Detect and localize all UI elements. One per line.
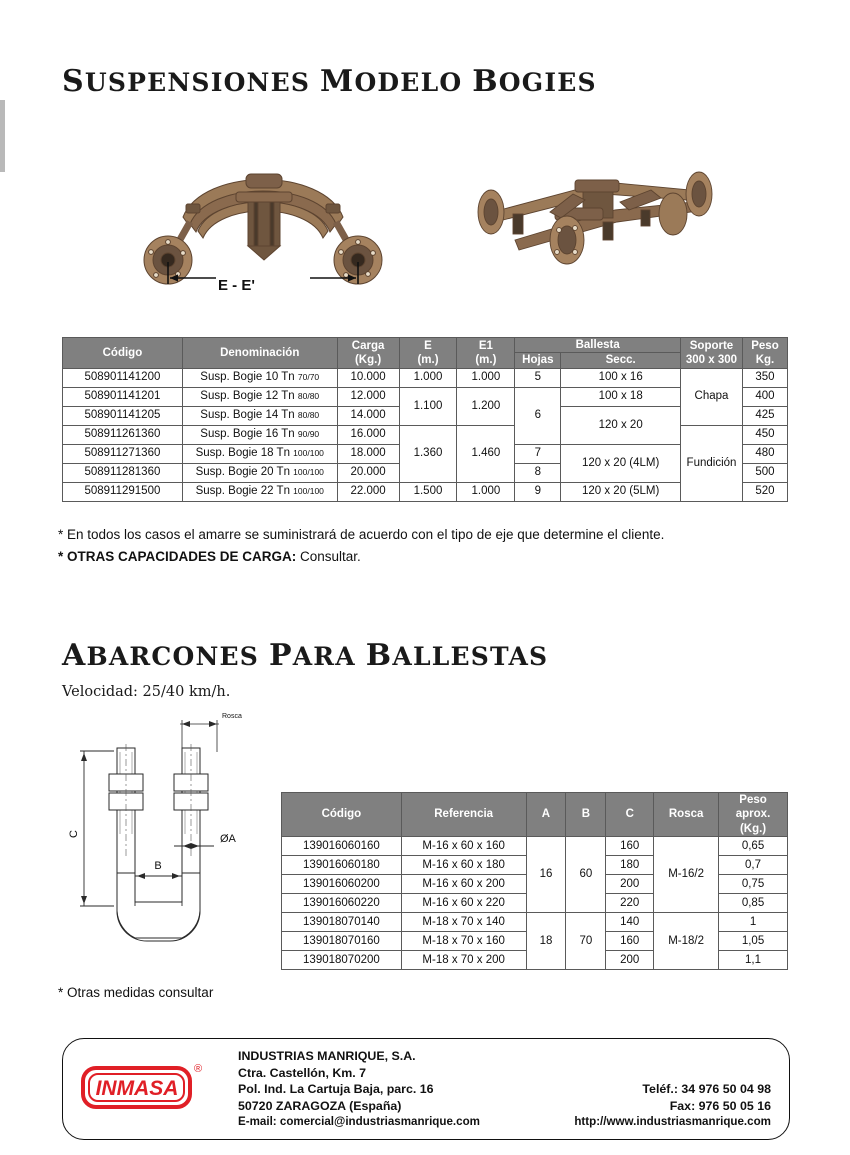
page-edge-bar	[0, 100, 5, 172]
cell-c: 160	[606, 932, 654, 951]
cell-peso: 520	[742, 482, 787, 501]
cell-referencia: M-16 x 60 x 220	[401, 894, 526, 913]
company-address-2: Pol. Ind. La Cartuja Baja, parc. 16	[238, 1082, 434, 1097]
cell-carga: 14.000	[337, 406, 399, 425]
cell-denominacion: Susp. Bogie 22 Tn 100/100	[182, 482, 337, 501]
cell-secc: 100 x 16	[561, 368, 681, 387]
table-row	[282, 837, 788, 856]
company-address-1: Ctra. Castellón, Km. 7	[238, 1065, 367, 1080]
cell-codigo: 508901141205	[63, 406, 183, 425]
cell-referencia: M-16 x 60 x 160	[401, 837, 526, 856]
cell-c: 200	[606, 875, 654, 894]
th-secc: Secc.	[561, 353, 681, 368]
th-hojas: Hojas	[515, 353, 561, 368]
cell-peso: 480	[742, 444, 787, 463]
cell-b: 60	[566, 837, 606, 913]
company-footer	[62, 1038, 790, 1140]
cell-c: 220	[606, 894, 654, 913]
table-row	[63, 368, 788, 387]
table-row	[63, 387, 788, 406]
drawing-label-c: C	[68, 830, 80, 838]
drawing-label-rosca: Rosca	[222, 713, 242, 720]
cell-referencia: M-16 x 60 x 180	[401, 856, 526, 875]
cell-e1: 1.000	[457, 482, 515, 501]
cell-carga: 16.000	[337, 425, 399, 444]
cell-soporte: Chapa	[681, 368, 743, 425]
cell-peso: 0,75	[719, 875, 788, 894]
section-title-bogies: SUSPENSIONES MODELO BOGIES	[62, 64, 597, 99]
note-capacidades	[58, 549, 361, 564]
cell-codigo: 508911261360	[63, 425, 183, 444]
company-contact-block	[574, 1081, 771, 1131]
table2-header-row	[282, 793, 788, 837]
th-peso: Peso Kg.	[742, 338, 787, 369]
company-fax: Fax: 976 50 05 16	[669, 1098, 771, 1113]
cell-e1: 1.000	[457, 368, 515, 387]
cell-c: 140	[606, 913, 654, 932]
cell-e: 1.100	[399, 387, 457, 425]
abarcones-spec-table	[281, 792, 788, 970]
company-address-3: 50720 ZARAGOZA (España)	[238, 1098, 402, 1113]
cell-c: 160	[606, 837, 654, 856]
cell-codigo: 139018070160	[282, 932, 402, 951]
cell-codigo: 508901141200	[63, 368, 183, 387]
company-website[interactable]: http://www.industriasmanrique.com	[574, 1115, 771, 1129]
table-row	[282, 913, 788, 932]
cell-peso: 425	[742, 406, 787, 425]
drawing-label-diameter: ØA	[220, 833, 236, 845]
cell-codigo: 139018070200	[282, 951, 402, 970]
th2-c: C	[606, 793, 654, 837]
cell-carga: 20.000	[337, 463, 399, 482]
cell-peso: 1,05	[719, 932, 788, 951]
cell-e1: 1.460	[457, 425, 515, 482]
cell-e1: 1.200	[457, 387, 515, 425]
cell-secc: 120 x 20 (4LM)	[561, 444, 681, 482]
cell-peso: 0,85	[719, 894, 788, 913]
company-name: INDUSTRIAS MANRIQUE, S.A.	[238, 1049, 416, 1063]
cell-a: 18	[526, 913, 566, 970]
cell-e: 1.500	[399, 482, 457, 501]
cell-codigo: 139016060180	[282, 856, 402, 875]
bogie-suspension-photo-perspective	[455, 152, 725, 270]
th-soporte: Soporte 300 x 300	[681, 338, 743, 369]
cell-peso: 400	[742, 387, 787, 406]
cell-soporte: Fundición	[681, 425, 743, 501]
cell-peso: 500	[742, 463, 787, 482]
cell-hojas: 9	[515, 482, 561, 501]
cell-e: 1.360	[399, 425, 457, 482]
th-denominacion: Denominación	[182, 338, 337, 369]
inmasa-logo-text: INMASA	[95, 1077, 179, 1100]
th-e1: E1 (m.)	[457, 338, 515, 369]
cell-denominacion: Susp. Bogie 12 Tn 80/80	[182, 387, 337, 406]
cell-e: 1.000	[399, 368, 457, 387]
cell-hojas: 8	[515, 463, 561, 482]
cell-denominacion: Susp. Bogie 10 Tn 70/70	[182, 368, 337, 387]
company-address-block	[238, 1048, 480, 1131]
cell-a: 16	[526, 837, 566, 913]
cell-codigo: 139016060200	[282, 875, 402, 894]
u-bolt-technical-drawing	[62, 706, 267, 971]
cell-referencia: M-18 x 70 x 140	[401, 913, 526, 932]
cell-c: 180	[606, 856, 654, 875]
cell-codigo: 508911291500	[63, 482, 183, 501]
th-e: E (m.)	[399, 338, 457, 369]
th-carga: Carga (Kg.)	[337, 338, 399, 369]
th-ballesta: Ballesta	[515, 338, 681, 353]
th2-codigo: Código	[282, 793, 402, 837]
cell-carga: 22.000	[337, 482, 399, 501]
th2-rosca: Rosca	[654, 793, 719, 837]
cell-rosca: M-18/2	[654, 913, 719, 970]
cell-secc: 100 x 18	[561, 387, 681, 406]
cell-denominacion: Susp. Bogie 14 Tn 80/80	[182, 406, 337, 425]
cell-peso: 1,1	[719, 951, 788, 970]
company-email[interactable]: E-mail: comercial@industriasmanrique.com	[238, 1115, 480, 1129]
th2-a: A	[526, 793, 566, 837]
th-codigo: Código	[63, 338, 183, 369]
cell-codigo: 508911281360	[63, 463, 183, 482]
cell-codigo: 139018070140	[282, 913, 402, 932]
note-capacidades-value: Consultar.	[296, 549, 361, 564]
note-otras-medidas: * Otras medidas consultar	[58, 985, 214, 1000]
cell-denominacion: Susp. Bogie 20 Tn 100/100	[182, 463, 337, 482]
cell-secc: 120 x 20 (5LM)	[561, 482, 681, 501]
section-title-abarcones: ABARCONES PARA BALLESTAS	[62, 638, 549, 673]
cell-c: 200	[606, 951, 654, 970]
cell-peso: 0,7	[719, 856, 788, 875]
dimension-label-ee: E - E'	[218, 277, 255, 294]
cell-hojas: 5	[515, 368, 561, 387]
cell-peso: 350	[742, 368, 787, 387]
cell-referencia: M-18 x 70 x 160	[401, 932, 526, 951]
cell-codigo: 508901141201	[63, 387, 183, 406]
cell-hojas: 6	[515, 387, 561, 444]
cell-codigo: 508911271360	[63, 444, 183, 463]
note-amarre: * En todos los casos el amarre se suministrará de acuerdo con el tipo de eje que determine el cliente.	[58, 527, 665, 542]
th2-peso: Peso aprox. (Kg.)	[719, 793, 788, 837]
th2-b: B	[566, 793, 606, 837]
cell-hojas: 7	[515, 444, 561, 463]
bogies-spec-table	[62, 337, 788, 502]
cell-referencia: M-16 x 60 x 200	[401, 875, 526, 894]
note-capacidades-label: * OTRAS CAPACIDADES DE CARGA:	[58, 549, 297, 564]
th2-referencia: Referencia	[401, 793, 526, 837]
cell-secc: 120 x 20	[561, 406, 681, 444]
table-row	[63, 482, 788, 501]
cell-carga: 12.000	[337, 387, 399, 406]
company-phone: Teléf.: 34 976 50 04 98	[642, 1082, 771, 1096]
cell-referencia: M-18 x 70 x 200	[401, 951, 526, 970]
cell-denominacion: Susp. Bogie 16 Tn 90/90	[182, 425, 337, 444]
cell-peso: 450	[742, 425, 787, 444]
cell-peso: 0,65	[719, 837, 788, 856]
cell-carga: 10.000	[337, 368, 399, 387]
cell-peso: 1	[719, 913, 788, 932]
bogie-suspension-photo-front	[128, 132, 398, 292]
cell-rosca: M-16/2	[654, 837, 719, 913]
table-header-row-1	[63, 338, 788, 353]
registered-mark: ®	[194, 1063, 203, 1075]
cell-denominacion: Susp. Bogie 18 Tn 100/100	[182, 444, 337, 463]
cell-codigo: 139016060160	[282, 837, 402, 856]
drawing-label-b: B	[154, 860, 162, 872]
cell-carga: 18.000	[337, 444, 399, 463]
inmasa-logo	[81, 1059, 206, 1111]
velocity-subtitle: Velocidad: 25/40 km/h.	[62, 684, 231, 700]
cell-codigo: 139016060220	[282, 894, 402, 913]
cell-b: 70	[566, 913, 606, 970]
